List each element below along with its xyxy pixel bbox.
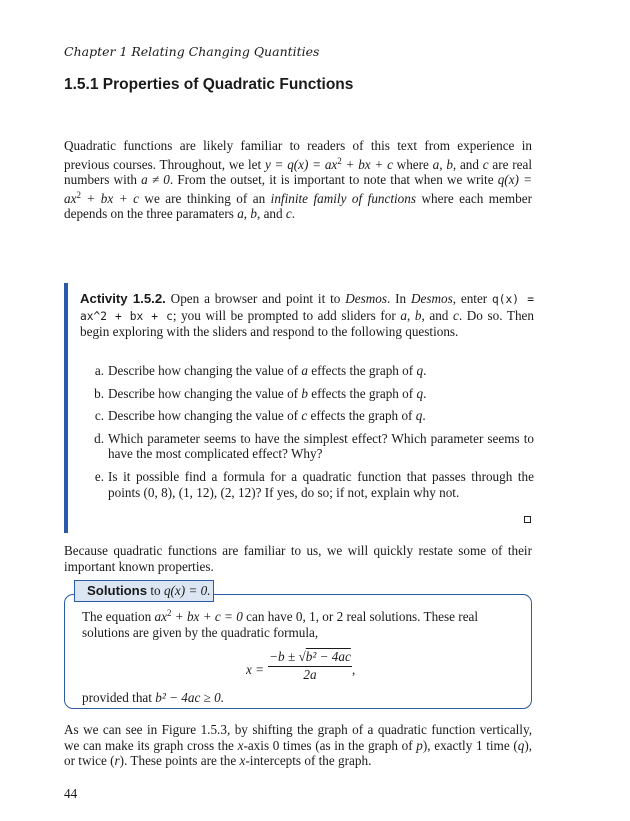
task-item: c. Describe how changing the value of c effects the graph of q. xyxy=(94,408,426,424)
end-of-activity-box xyxy=(524,516,531,523)
task-item: a. Describe how changing the value of a effects the graph of q. xyxy=(94,363,427,378)
task-item: e. Is it possible find a formula for a quadratic function that passes through the points (0, 8), (1, 12), (2, 12)? If yes, do so; if not, explain why not. xyxy=(94,468,534,500)
activity-prompt: Activity 1.5.2. Open a browser and point it to Desmos. In Desmos, enter q(x) = ax^2 + bx + c; you will be prompted to add sliders for a, b, and c. Do so. Then begin exploring with the sliders and respond to the following questions. xyxy=(80,291,535,340)
activity-label: Activity 1.5.2. xyxy=(80,291,166,306)
bridge-paragraph: Because quadratic functions are familiar to us, we will quickly restate some of their important known properties. xyxy=(64,543,532,574)
activity-accent-bar xyxy=(64,283,68,533)
running-head: Chapter 1 Relating Changing Quantities xyxy=(64,44,320,59)
task-item: d. Which parameter seems to have the simplest effect? Which parameter seems to have the most complicated effect? Why? xyxy=(94,430,534,462)
task-item: b. Describe how changing the value of b effects the graph of q. xyxy=(94,385,427,401)
textbook-page: Chapter 1 Relating Changing Quantities 1.5.1 Properties of Quadratic Functions Quadratic functions are likely familiar to readers of this text from experience in previous courses. Throughout, we let $y = q(x) = ax^2$ + bx + c where a, b, and c are real numbers with a ≠ 0. From the outset, it is important to note that when we write $q(x) = ax^2$ + bx + c we are thinking of an infinite family of functions where each member depends on the three paramaters a, b, and c. Activity 1.5.2. Open a browser and point it to Desmos. In Desmos, enter q(x) = ax^2 + bx + c; you will be prompted to add sliders for a, b, and c. Do so. Then begin exploring with the sliders and respond to the following questions. a. Describe how changing the value of a effects the graph of q. b. Describe how changing the value of b effects the graph of q. c. Describe how changing the value of c effects the graph of q. d. Which parameter seems to have the simplest effect? Which parameter seems to have the most complicated effect? Why? e. Is it possible find a formula for a quadratic function that passes through the points (0, 8), (1, 12), (2, 12)? If yes, do so; if not, explain why not. Because quadratic functions are familiar to us, we will quickly restate some of their important known properties. Solutions to q(x) = 0. The equation $ax^2$ + bx + c = 0 can have 0, 1, or 2 real solutions. These real solutions are given by the quadratic formula, x = −b ± √b² − 4ac 2a , provided that b² − 4ac ≥ 0. As we can see in Figure 1.5.3, by shifting the graph of a quadratic function vertically, we can make its graph cross the x-axis 0 times (as in the graph of p), exactly 1 time (q), or twice (r). These points are the x-intercepts of the graph. 44 xyxy=(64,44,535,801)
activity-block xyxy=(64,283,533,533)
intro-paragraph: Quadratic functions are likely familiar to readers of this text from experience in previous courses. Throughout, we let $y = q(x) = ax^2$ + bx + c where a, b, and c are real numbers with a ≠ 0. From the outset, it is important to note that when we write $q(x) = ax^2$ + bx + c we are thinking of an infinite family of functions where each member depends on the three paramaters a, b, and c. xyxy=(64,138,533,222)
solutions-text: The equation $ax^2$ + bx + c = 0 can have 0, 1, or 2 real solutions. These real solutions are given by the quadratic formula, xyxy=(82,608,479,640)
desmos-code: q(x) = ax^2 + bx + c xyxy=(80,293,535,323)
closing-paragraph: As we can see in Figure 1.5.3, by shifting the graph of a quadratic function vertically, we can make its graph cross the x-axis 0 times (as in the graph of p), exactly 1 time (q), or twice (r). These points are the x-intercepts of the graph. xyxy=(64,722,533,769)
solutions-condition: provided that b² − 4ac ≥ 0. xyxy=(82,690,225,705)
emphasis: infinite family of functions xyxy=(270,190,417,206)
solutions-tab: Solutions to q(x) = 0. xyxy=(74,580,214,602)
page-number: 44 xyxy=(64,786,78,801)
section-title: 1.5.1 Properties of Quadratic Functions xyxy=(64,76,354,93)
formula-fraction: −b ± √b² − 4ac 2a xyxy=(269,649,351,682)
task-list xyxy=(94,363,534,507)
